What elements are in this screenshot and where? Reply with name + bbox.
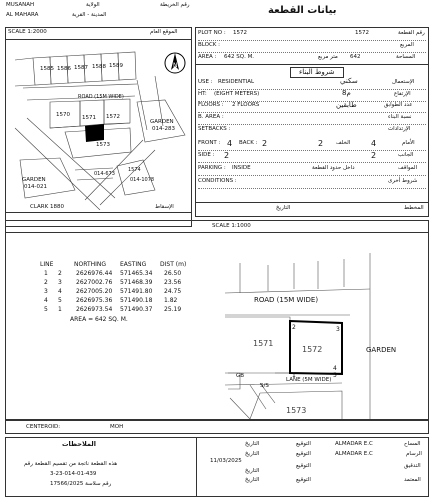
svg-text:N: N <box>173 62 178 69</box>
lane-label: LANE (5M WIDE) <box>286 377 332 383</box>
other-conditions-ar: شروط أخرى <box>388 178 418 184</box>
lot-label: 1589 <box>109 63 123 69</box>
selected-lot-marker <box>85 124 104 142</box>
centeroid-bar <box>5 420 429 434</box>
table-cell: 571491.80 <box>120 288 153 295</box>
lot-label: 1572 <box>106 114 120 120</box>
floors-value-ar: طابقين <box>336 101 357 109</box>
plot-no-ar: رقم القطعة <box>398 30 425 36</box>
table-cell: 2626973.54 <box>76 306 113 313</box>
lot-label: 1573 <box>96 142 110 148</box>
drafter-ar: الرسام <box>406 451 422 457</box>
front-ar: الأمام <box>402 140 415 146</box>
height-value-ar: 8م <box>342 89 351 97</box>
table-cell: 2 <box>58 270 62 277</box>
table-cell: 26.50 <box>164 270 182 277</box>
approver-ar: المعتمد <box>404 477 421 483</box>
signature-ar: التوقيع <box>296 463 311 469</box>
table-cell: 5 <box>44 306 48 313</box>
garden-label: GARDEN <box>150 119 174 125</box>
table-cell: 1 <box>58 306 62 313</box>
map-scale: SCALE 1:2000 <box>8 29 47 35</box>
garden-label: GARDEN <box>22 177 46 183</box>
table-cell: 571468.39 <box>120 279 153 286</box>
point-3: 3 <box>336 326 340 333</box>
front-label: FRONT : <box>198 140 221 146</box>
use-label: USE : <box>198 79 213 85</box>
detail-scale: SCALE 1:1000 <box>212 223 251 229</box>
point-5: 5 <box>333 372 337 379</box>
front-value: 4 <box>227 139 233 148</box>
parking-label: PARKING : <box>198 165 226 171</box>
table-cell: 1 <box>44 270 48 277</box>
centeroid-value: MOH <box>110 424 124 430</box>
back-value-ar: 2 <box>318 139 324 148</box>
setbacks-ar: الإرتدادات <box>388 126 411 132</box>
floors-label: FLOORS : <box>198 102 224 108</box>
table-cell: 2626975.36 <box>76 297 113 304</box>
date-ar: التاريخ <box>276 205 291 211</box>
table-cell: 23.56 <box>164 279 182 286</box>
drawing-date: 11/03/2025 <box>210 458 242 464</box>
side-value-ar: 2 <box>371 151 377 160</box>
table-cell: 25.19 <box>164 306 182 313</box>
lot-1573-label: 1573 <box>286 406 307 415</box>
table-cell: 3 <box>58 279 62 286</box>
back-value: 2 <box>262 139 268 148</box>
height-value: (EIGHT METERS) <box>214 91 260 97</box>
table-cell: 2627005.20 <box>76 288 113 295</box>
note-line-1: هذه القطعة ناتجة من تقسيم القطعة رقم <box>24 461 118 467</box>
road-label: ROAD (15M WIDE) <box>254 296 319 304</box>
table-cell: 4 <box>58 288 62 295</box>
notes-title: الملاحظات <box>62 440 96 448</box>
surveyor-company: ALMADAR E.C <box>335 441 373 447</box>
plot-detail-plan <box>220 233 428 419</box>
building-area-label: B. AREA : <box>198 114 224 120</box>
area-ar: المساحة <box>396 54 416 60</box>
height-label-ar: الإرتفاع <box>394 91 411 97</box>
use-label-ar: الإستعمال <box>392 79 415 85</box>
floors-value: 2 FLOORS <box>232 102 260 108</box>
road-number: 014-1078 <box>130 177 155 183</box>
table-cell: 571465.34 <box>120 270 153 277</box>
table-cell: 24.75 <box>164 288 182 295</box>
clark-datum: CLARK 1880 <box>30 204 64 210</box>
date-ar: التاريخ <box>245 477 260 483</box>
drafter-company: ALMADAR E.C <box>335 451 373 457</box>
lot-label: 1585 <box>40 66 54 72</box>
use-value: RESIDENTIAL <box>218 79 255 85</box>
building-area-ar: نسبة البناء <box>388 114 412 120</box>
block-label: BLOCK : <box>198 42 221 48</box>
note-line-2: 3-23-014-01-439 <box>50 471 97 477</box>
plot-no-value-ar: 1572 <box>355 30 369 36</box>
ss-label: S/S <box>260 383 269 389</box>
lot-1571-label: 1571 <box>253 339 274 348</box>
floors-label-ar: عدد الطوابق <box>384 102 413 108</box>
lot-label: 1570 <box>56 112 70 118</box>
date-ar: التاريخ <box>245 441 260 447</box>
area-value: 642 SQ. M. <box>224 54 255 60</box>
plot-no-label: PLOT NO : <box>198 30 226 36</box>
area-unit-ar: متر مربع <box>318 54 338 60</box>
table-cell: 1.82 <box>164 297 178 304</box>
table-cell: 3 <box>44 288 48 295</box>
point-2: 2 <box>292 324 296 331</box>
use-value-ar: سكني <box>340 77 358 85</box>
centeroid-label: CENTEROID: <box>26 424 61 430</box>
signature-ar: التوقيع <box>296 441 311 447</box>
plot-data-title: بيانات القطعة <box>268 5 337 16</box>
table-header: EASTING <box>120 261 147 268</box>
lot-label: 1574 <box>128 167 141 173</box>
note-line-3: رقم سلاسة 17566/2025 <box>50 481 112 487</box>
general-site-ar: الموقع العام <box>150 29 178 35</box>
north-arrow-icon <box>165 53 185 73</box>
garden-number: 014-021 <box>24 184 47 190</box>
point-4: 4 <box>333 365 337 372</box>
table-header: DIST (m) <box>160 261 187 268</box>
block-ar: المربع <box>400 42 414 48</box>
back-ar: الخلف <box>336 140 351 146</box>
area-ar: المدينة - القرية <box>72 12 107 18</box>
table-cell: 2626976.44 <box>76 270 113 277</box>
setbacks-label: SETBACKS : <box>198 126 231 132</box>
table-cell: 4 <box>44 297 48 304</box>
table-cell: 2627002.76 <box>76 279 113 286</box>
table-cell: 2 <box>44 279 48 286</box>
parking-value-ar: داخل حدود القطعة <box>312 165 355 171</box>
signature-ar: التوقيع <box>296 451 311 457</box>
table-cell: 571490.37 <box>120 306 153 313</box>
side-label: SIDE : <box>198 152 215 158</box>
road-number: 014-673 <box>94 171 115 177</box>
parking-label-ar: المواقف <box>398 165 418 171</box>
building-conditions-ar: شروط البناء <box>290 67 344 78</box>
area-value-ar: 642 <box>350 54 361 60</box>
planner-ar: المخطط <box>404 205 424 211</box>
projections-ar: الإسقاط <box>155 204 174 210</box>
area-label: AREA : <box>198 54 217 60</box>
map-no-ar: رقم الخريطة <box>160 2 190 8</box>
lot-label: 1588 <box>92 64 106 70</box>
location-en: MUSANAH <box>6 2 35 8</box>
checker-ar: التدقيق <box>404 463 421 469</box>
table-header: LINE <box>40 261 54 268</box>
lot-label: 1571 <box>82 115 96 121</box>
front-value-ar: 4 <box>371 139 377 148</box>
date-ar: التاريخ <box>245 468 260 474</box>
date-ar: التاريخ <box>245 451 260 457</box>
garden-label: GARDEN <box>366 346 397 354</box>
height-label: HT: <box>198 91 207 97</box>
signature-ar: التوقيع <box>296 477 311 483</box>
lot-label: 1587 <box>74 65 88 71</box>
table-cell: 5 <box>58 297 62 304</box>
back-label: BACK : <box>239 140 258 146</box>
garden-number: 014-283 <box>152 126 175 132</box>
plot-no-value: 1572 <box>233 30 247 36</box>
parking-value: INSIDE <box>232 165 251 171</box>
side-ar: الجانب <box>398 152 414 158</box>
table-header: NORTHING <box>74 261 107 268</box>
lot-label: 1586 <box>57 66 71 72</box>
side-value: 2 <box>224 151 230 160</box>
point-1: 1 <box>292 372 296 379</box>
area-total: AREA = 642 SQ. M. <box>70 316 128 323</box>
gb-label: GB <box>236 373 245 379</box>
table-cell: 571490.18 <box>120 297 153 304</box>
road-label: ROAD (15M WIDE) <box>78 94 124 100</box>
conditions-label: CONDITIONS : <box>198 178 237 184</box>
area-en: AL MAHARA <box>6 12 39 18</box>
location-ar: الولاية <box>86 2 100 8</box>
lot-1572-label: 1572 <box>302 345 323 354</box>
surveyor-ar: المساح <box>404 441 421 447</box>
